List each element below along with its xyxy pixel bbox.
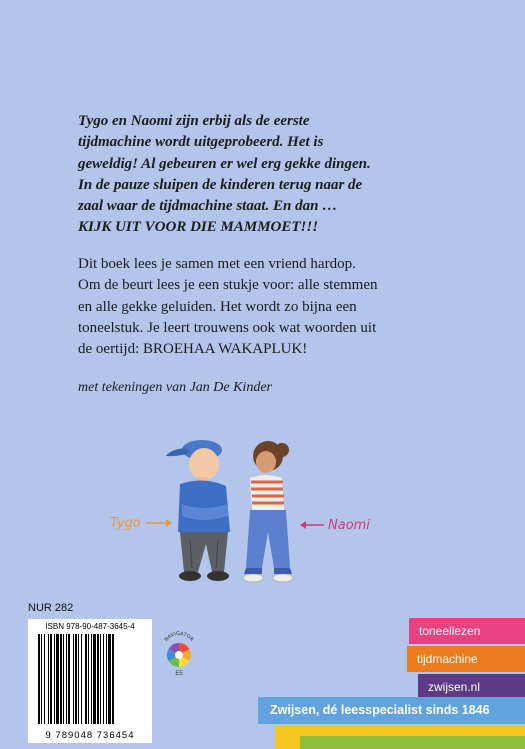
tygo-label: Tygo [110,516,141,531]
isbn-text: ISBN 978-90-487-3645-4 [45,622,135,631]
tygo-figure [166,440,230,581]
blurb-line: In de pauze sluipen de kinderen terug naar de [78,176,363,193]
tab-toneellezen: toneellezen [409,618,525,644]
blurb-line: tijdmachine wordt uitgeprobeerd. Het is [78,134,324,151]
isbn-barcode [28,619,152,743]
body-line: Om de beurt lees je een stukje voor: alle stemmen [78,277,378,294]
body-line: Dit boek lees je samen met een vriend hardop. [78,256,356,272]
tab-zwijsen-nl: zwijsen.nl [418,674,525,700]
navigator-badge [158,628,200,683]
blurb-line: Tygo en Naomi zijn erbij als de eerste [78,113,310,129]
illustrator-credit: met tekeningen van Jan De Kinder [78,380,272,395]
tab-tijdmachine: tijdmachine [407,646,525,672]
blurb-line: geweldig! Al gebeuren er wel erg gekke dingen. [78,155,371,172]
navigator-wheel-icon [158,628,200,670]
nur-code: NUR 282 [28,602,74,614]
body-text [78,254,398,360]
body-line: en alle gekke geluiden. Het wordt zo bijna een [78,298,357,315]
navigator-level: E5 [175,671,183,677]
naomi-figure [243,441,293,582]
publisher-slogan: Zwijsen, dé leesspecialist sinds 1846 [258,697,525,724]
svg-text:NAVIGATOR [163,631,194,643]
blurb-line: KIJK UIT VOOR DIE MAMMOET!!! [78,219,319,236]
tygo-naomi-illustration [100,420,400,595]
barcode-digits: 9 789048 736454 [45,730,135,741]
blurb [78,111,408,239]
barcode-bars [36,634,144,726]
body-line: de oertijd: BROEHAA WAKAPLUK! [78,341,308,358]
navigator-top-label: NAVIGATOR [163,630,195,643]
blurb-line: zaal waar de tijdmachine staat. En dan … [78,198,338,215]
body-line: toneelstuk. Je leert trouwens ook wat woorden uit [78,319,377,336]
decorative-stripe-green [300,736,525,749]
naomi-label: Naomi [328,518,370,533]
